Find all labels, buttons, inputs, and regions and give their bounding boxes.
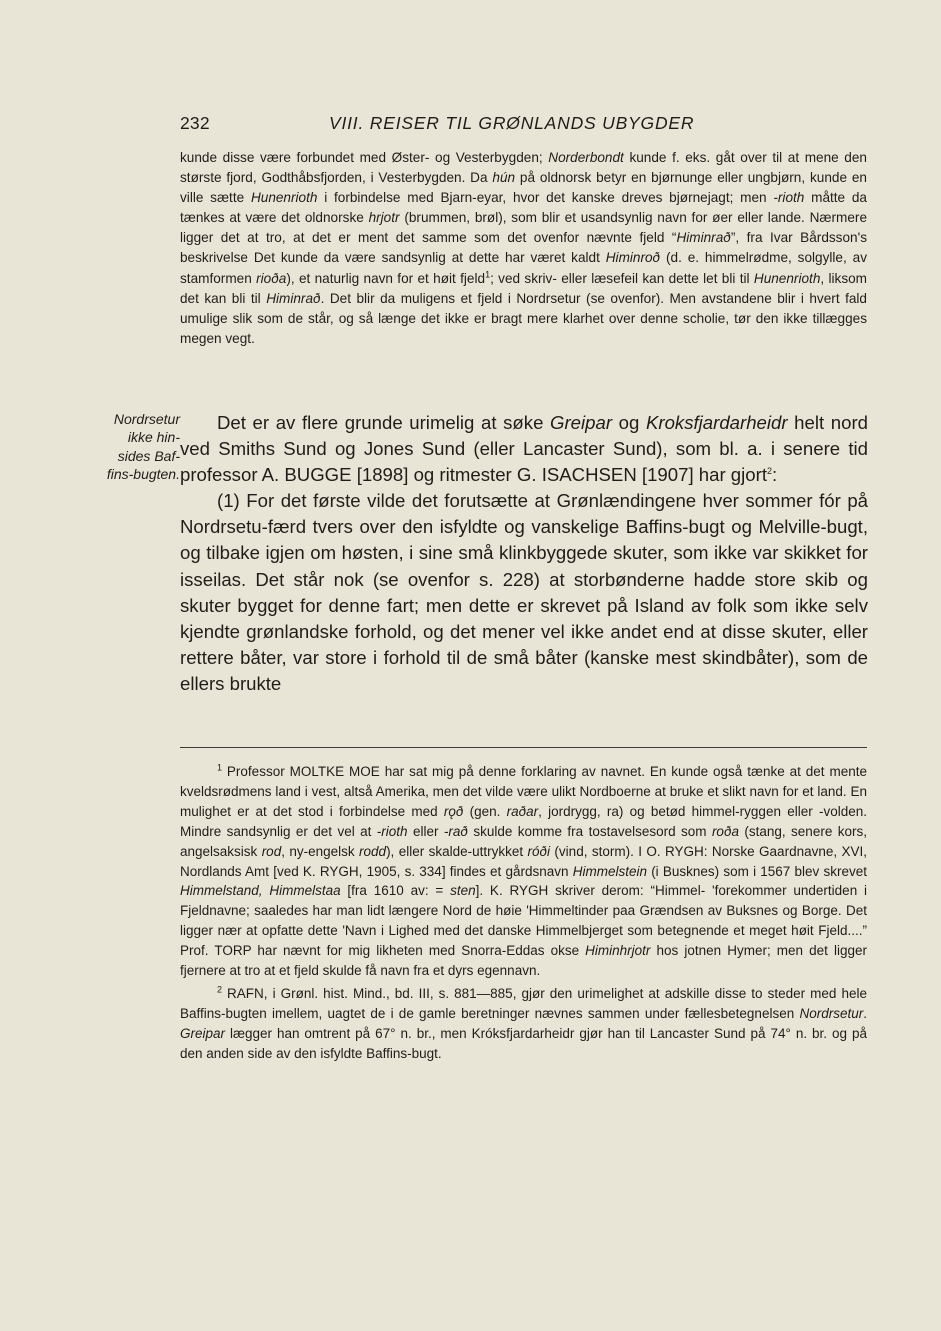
continuation-text: kunde disse være forbundet med Øster- og Vesterbygden; Norderbondt kunde f. eks. gåt over til at mene den største fjord, Godthåbsfjorden, i Vesterbygden. Da hún på oldnorsk betyr en bjørnunge eller ungbjørn, kunde en ville sætte Hunenrioth i forbindelse med Bjarn-eyar, hvor det kanske dreves bjørnejagt; men -rioth måtte da tænkes at være det oldnorske hrjotr (brummen, brøl), som blir et usandsynlig navn for øer eller lande. Nærmere ligger det at tro, at det er ment det samme som det ovenfor nævnte fjeld “Himinrað”, fra Ivar Bårdsson's beskrivelse Det kunde da være sandsynlig at dette har været kaldt Himinroð (d. e. himmelrødme, solgylle, av stamformen rioða), et naturlig navn for et høit fjeld$^1$; ved skriv- eller læsefeil kan dette let bli til Hunenrioth, liksom det kan bli til Himinrað. Det blir da muligens et fjeld i Nordrsetur (se ovenfor). Men avstandene blir i hvert fald umulige slik som de står, og så længe det ikke er bragt mere klarhet over denne scholie, tør den ikke tillægges megen vegt. [180, 150, 868, 346]
main-body [180, 410, 868, 697]
body-paragraph-2: (1) For det første vilde det forutsætte at Grønlændingene hver sommer fór på Nordrsetu-færd tvers over den isfyldte og vanskelige Baffins-bugt og Melville-bugt, og tilbake igjen om høsten, i sine små klinkbyggede skuter, som ikke var skikket for isseilas. Det står nok (se ovenfor s. 228) at storbønderne hadde store skib og skuter bygget for denne fart; men dette er skrevet på Island av folk som ikke selv kjendte grønlandske forhold, og det mener vel ikke andet end at disse skuter, eller rettere båter, var store i forhold til de små båter (kanske mest skindbåter), som de ellers brukte [180, 490, 868, 694]
page-number: 232 [180, 113, 210, 133]
body-paragraph-1: Det er av flere grunde urimelig at søke Greipar og Kroksfjardarheidr helt nord ved Smiths Sund og Jones Sund (eller Lancaster Sund), som bl. a. i senere tid professor A. BUGGE [1898] og ritmester G. ISACHSEN [1907] har gjort$^2$: [180, 412, 868, 486]
margin-note-line: fins-bugten. [106, 466, 180, 483]
footnote-1: $^1$ Professor MOLTKE MOE har sat mig på denne forklaring av navnet. En kunde også tænke at det mente kveldsrødmens land i vest, altså Amerika, men det vilde være ulikt Nordboerne at bruke et slikt navn for et land. En mulighet er at det stod i forbindelse med rǫð (gen. raðar, jordrygg, ra) og betød himmel-ryggen eller -volden. Mindre sandsynlig er det vel at -rioth eller -rað skulde komme fra tostavelsesord som roða (stang, senere kors, angelsaksisk rod, ny-engelsk rodd), eller skalde-uttrykket róði (vind, storm). I O. RYGH: Norske Gaardnavne, XVI, Nordlands Amt [ved K. RYGH, 1905, s. 334] findes et gårdsnavn Himmelstein (i Busknes) som i 1567 blev skrevet Himmelstand, Himmelstaa [fra 1610 av: = sten]. K. RYGH skriver derom: “Himmel- 'forekommer undertiden i Fjeldnavne; saaledes har man lidt længere Nord de høie 'Himmeltinder paa Grændsen av Buksnes og Borge. Det ligger nær at opfatte dette 'Navn i Lighed med det danske Himmelbjerget som betegnende et meget høit Fjeld....” Prof. TORP har nævnt for mig likheten med Snorra-Eddas okse Himinhrjotr hos jotnen Hymer; men det ligger fjernere at tro at et fjeld skulde få navn fra et dyrs egennavn. [180, 762, 868, 979]
footnotes [180, 762, 867, 1064]
margin-note-line: ikke hin- [127, 429, 180, 446]
margin-note-line: Nordrsetur [113, 411, 180, 427]
footnote-divider [180, 747, 867, 748]
continuation-paragraph [180, 148, 867, 349]
footnote-2: $^2$ RAFN, i Grønl. hist. Mind., bd. III, s. 881—885, gjør den urimelighet at adskille disse to steder med hele Baffins-bugten imellem, uagtet de i de gamle beretninger nævnes sammen under fællesbetegnelsen Nordrsetur. Greipar lægger han omtrent på 67° n. br., men Króksfjardarheidr gjør han til Lancaster Sund på 74° n. br. og på den anden side av den isfyldte Baffins-bugt. [180, 984, 867, 1061]
margin-note-line: sides Baf- [117, 447, 180, 464]
running-title: VIII. REISER TIL GRØNLANDS UBYGDER [329, 113, 695, 133]
margin-note [88, 410, 180, 484]
